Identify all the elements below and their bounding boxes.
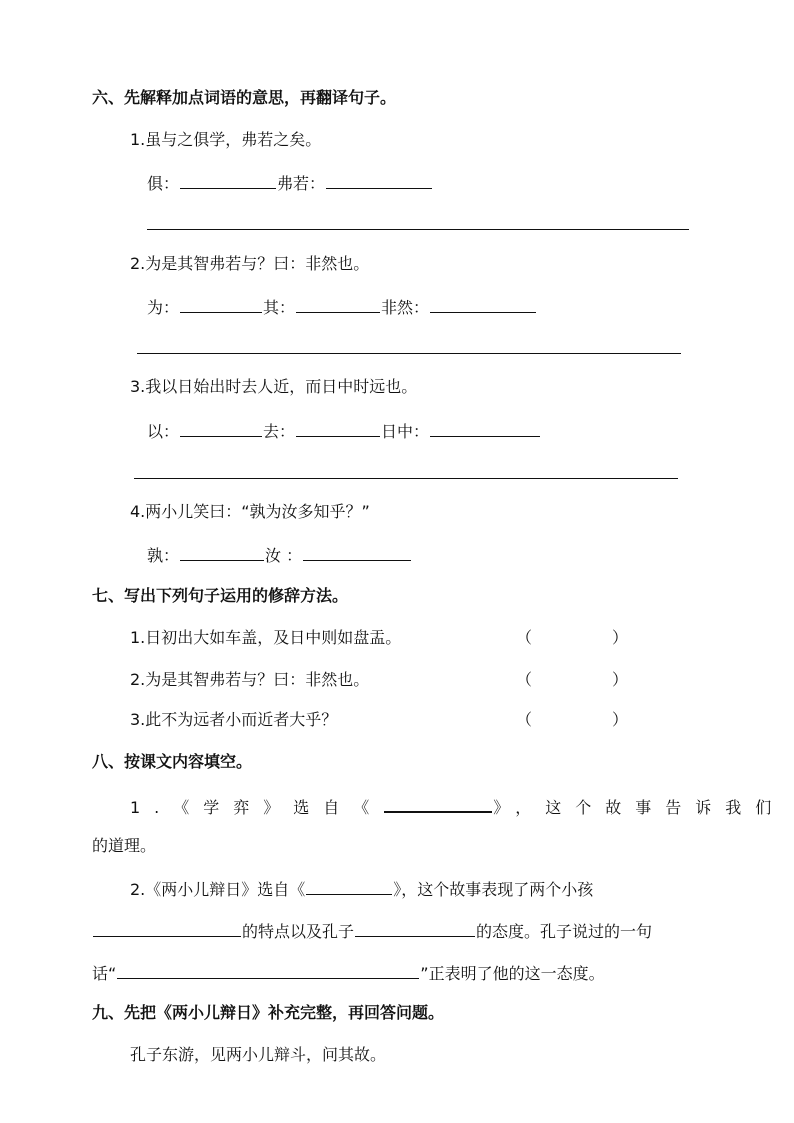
paren-open: （ — [516, 670, 533, 689]
answer-blank[interactable] — [430, 420, 540, 437]
answer-blank[interactable] — [296, 296, 380, 313]
s6-q4-word-label: 孰： — [147, 546, 180, 565]
answer-blank[interactable] — [355, 920, 475, 937]
s8-q2-line2 — [92, 920, 652, 942]
s8-q1-text: 的道理。 — [92, 836, 157, 855]
answer-blank[interactable] — [180, 296, 262, 313]
s7-item: 2.为是其智弗若与？曰：非然也。 — [130, 670, 370, 689]
answer-blank[interactable] — [303, 544, 411, 561]
answer-blank[interactable] — [93, 920, 241, 937]
s6-q3-sentence: 3.我以日始出时去人近，而日中时远也。 — [130, 377, 418, 396]
s6-q2-word-label: 非然： — [381, 298, 430, 317]
translation-line[interactable] — [134, 478, 678, 479]
s8-q2-line1 — [130, 878, 593, 900]
s6-q2-words — [147, 296, 537, 318]
answer-blank[interactable] — [296, 420, 380, 437]
s6-q3-words — [147, 420, 541, 442]
s8-q1-line1 — [130, 795, 785, 818]
s8-q2-line3 — [92, 962, 605, 984]
section-8-heading: 八、按课文内容填空。 — [92, 752, 253, 771]
answer-blank[interactable] — [326, 172, 432, 189]
answer-blank[interactable] — [180, 172, 276, 189]
paren-close: ） — [612, 670, 629, 689]
paren-close: ） — [612, 628, 629, 647]
s6-q3-word-label: 日中： — [381, 422, 430, 441]
s8-q2-text: 的态度。孔子说过的一句 — [476, 922, 653, 941]
s8-q2-text: 》，这个故事表现了两个小孩 — [393, 880, 594, 899]
s8-q2-text: 话“ — [92, 964, 117, 983]
s6-q1-word-label: 弗若： — [277, 174, 326, 193]
section-6-heading: 六、先解释加点词语的意思，再翻译句子。 — [92, 88, 397, 107]
s6-q1-word-label: 俱： — [147, 174, 180, 193]
paren-close: ） — [612, 710, 629, 729]
paren-open: （ — [516, 628, 533, 647]
s9-passage-line: 孔子东游，见两小儿辩斗，问其故。 — [130, 1045, 387, 1064]
s8-q1-text: 1.《学弈》选自《 — [130, 798, 384, 817]
s6-q2-word-label: 为： — [147, 298, 180, 317]
s6-q3-word-label: 以： — [147, 422, 180, 441]
answer-blank[interactable] — [384, 795, 492, 813]
s8-q1-text: 》，这个故事告诉我们 — [493, 798, 786, 817]
s6-q4-words — [147, 544, 412, 566]
section-7-heading: 七、写出下列句子运用的修辞方法。 — [92, 586, 349, 605]
answer-blank[interactable] — [306, 878, 392, 895]
s6-q1-words — [147, 172, 433, 194]
paren-open: （ — [516, 710, 533, 729]
s8-q2-text: 的特点以及孔子 — [242, 922, 355, 941]
s6-q4-sentence: 4.两小儿笑曰：“孰为汝多知乎？” — [130, 502, 370, 521]
translation-line[interactable] — [147, 229, 689, 230]
s8-q2-text: 2.《两小儿辩日》选自《 — [130, 880, 306, 899]
s6-q4-word-label: 汝 ： — [265, 546, 303, 565]
answer-blank[interactable] — [117, 962, 419, 979]
s6-q2-word-label: 其： — [263, 298, 296, 317]
s6-q1-sentence: 1.虽与之俱学，弗若之矣。 — [130, 130, 322, 149]
answer-blank[interactable] — [180, 544, 264, 561]
s6-q3-word-label: 去： — [263, 422, 296, 441]
translation-line[interactable] — [137, 353, 681, 354]
s8-q2-text: ”正表明了他的这一态度。 — [420, 964, 605, 983]
s6-q2-sentence: 2.为是其智弗若与？曰：非然也。 — [130, 254, 370, 273]
s7-item: 3.此不为远者小而近者大乎？ — [130, 710, 338, 729]
s7-item: 1.日初出大如车盖，及日中则如盘盂。 — [130, 628, 402, 647]
answer-blank[interactable] — [180, 420, 262, 437]
section-9-heading: 九、先把《两小儿辩日》补充完整，再回答问题。 — [92, 1003, 445, 1022]
answer-blank[interactable] — [430, 296, 536, 313]
